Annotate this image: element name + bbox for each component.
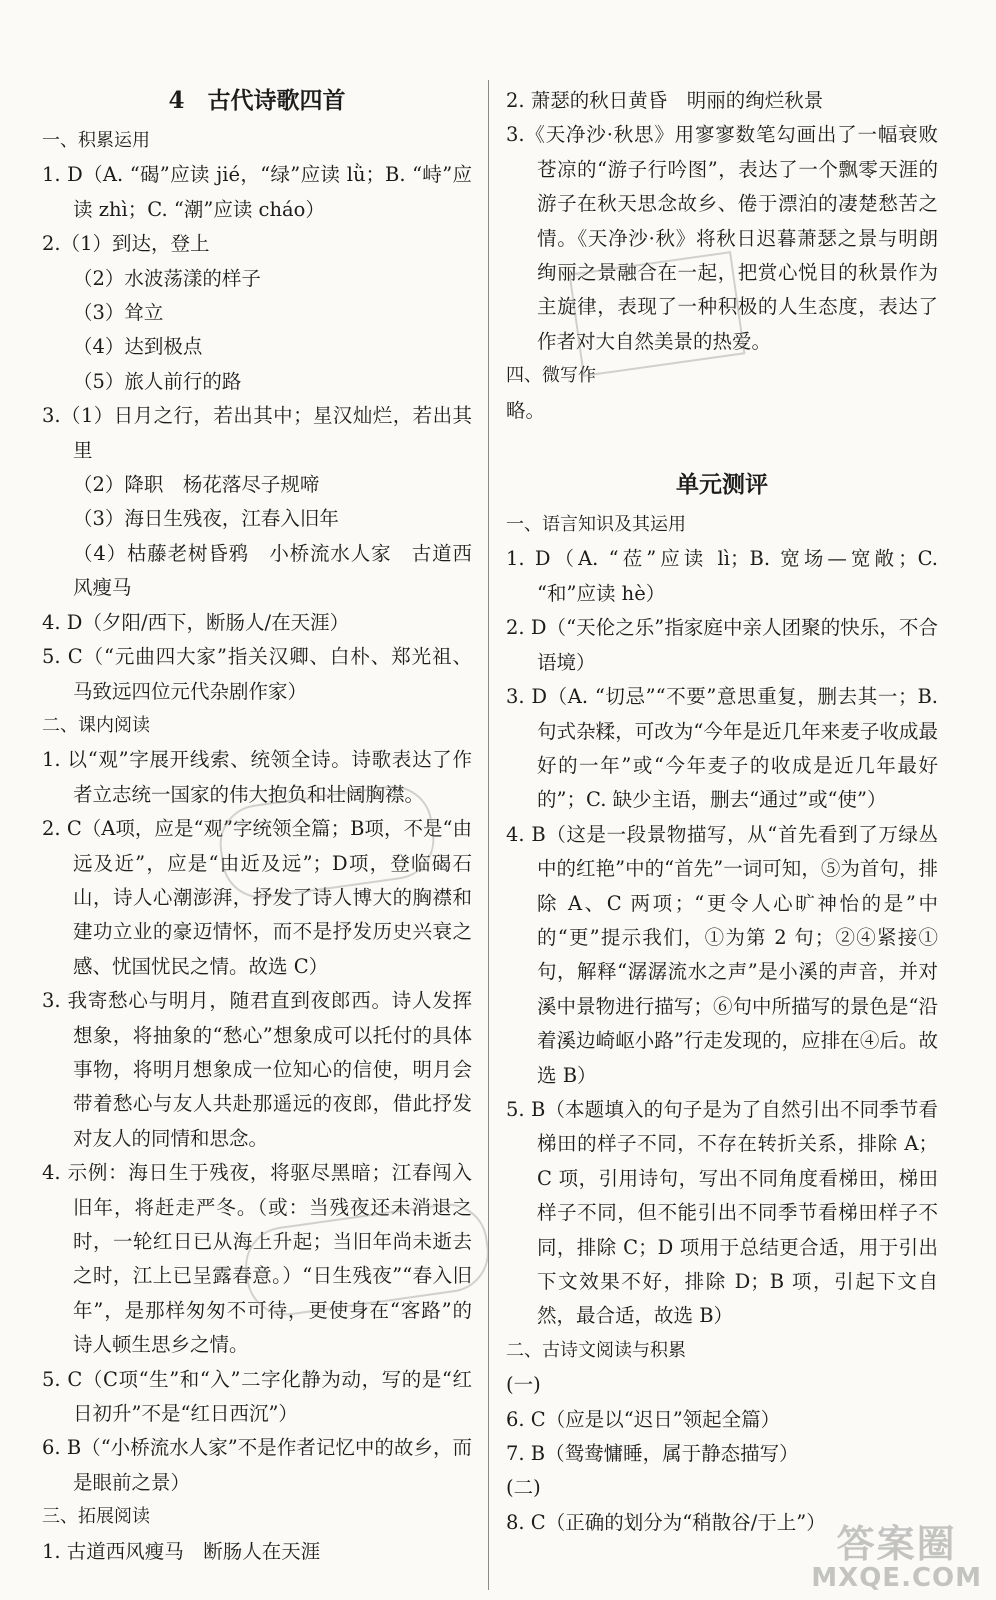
answer-3-3: （3）海日生残夜，江春入旧年 — [73, 507, 339, 531]
unit-answer-8: 8. C（正确的划分为“稍散谷/于上”） — [506, 1510, 826, 1534]
watermark-cn: 答案圈 — [836, 1521, 957, 1566]
unit-answer-3: 3. D（A. “切忌”“不要”意思重复，删去其一；B. 句式杂糅，可改为“今年是近几年来麦子收成最好的一年”或“今年麦子的收成是近几年最好的”；C. 缺少主语，删去“通过”或“使”） — [506, 685, 938, 812]
answer-2-2: （2）水波荡漾的样子 — [73, 266, 261, 290]
answer-1: 1. D（A. “碣”应读 jié，“绿”应读 lǜ；B. “峙”应读 zhì；C. “潮”应读 cháo） — [42, 163, 472, 221]
answer-2-1: 2.（1）到达，登上 — [42, 232, 210, 256]
left-column — [42, 78, 472, 1569]
reading-answer-5: 5. C（C项“生”和“入”二字化静为动，写的是“红日初升”不是“红日西沉”） — [42, 1367, 472, 1426]
unit-answer-6: 6. C（应是以“迟日”领起全篇） — [506, 1407, 781, 1431]
answer-3-4 — [42, 537, 472, 606]
part-marker-2: (二) — [506, 1476, 541, 1500]
section-heading-3: 三、拓展阅读 — [42, 1506, 150, 1528]
unit-answer-1: 1. D（A. “莅”应读 lì；B. 宽场—宽敞；C. “和”应读 hè） — [506, 547, 938, 605]
reading-answer-2: 2. C（A项，应是“观”字统领全篇；B项，不是“由远及近”，应是“由近及远”；D项，登临碣石山，诗人心潮澎湃，抒发了诗人博大的胸襟和建功立业的豪迈情怀，而不是抒发历史兴衰之感、忧国忧民之情。故选 C） — [42, 817, 472, 978]
answer-2-4: （4）达到极点 — [73, 335, 203, 359]
column-divider — [488, 80, 489, 1590]
section-heading-6: 二、古诗文阅读与积累 — [506, 1339, 686, 1361]
unit-answer-7: 7. B（鸳鸯慵睡，属于静态描写） — [506, 1442, 799, 1466]
section-heading-5: 一、语言知识及其运用 — [506, 514, 686, 536]
reading-answer-3: 3. 我寄愁心与明月，随君直到夜郎西。诗人发挥想象，将抽象的“愁心”想象成可以托付的具体事物，将明月想象成一位知心的信使，明月会带着愁心与友人共赴那遥远的夜郎，借此抒发对友人的同情和思念。 — [42, 989, 472, 1150]
lesson-title: 4 古代诗歌四首 — [168, 87, 346, 114]
unit-answer-5: 5. B（本题填入的句子是为了自然引出不同季节看梯田的样子不同，不存在转折关系，排除 A；C 项，引用诗句，写出不同角度看梯田，梯田样子不同，但不能引出不同季节看梯田样子不同，排除 C；D 项用于总结更合适，用于引出下文效果不好，排除 D；B 项，引起下文自然，最合适，故选 B） — [506, 1097, 938, 1328]
answer-2-5: （5）旅人前行的路 — [73, 369, 242, 393]
unit-answer-2: 2. D（“天伦之乐”指家庭中亲人团聚的快乐，不合语境） — [506, 616, 938, 674]
answer-5: 5. C（“元曲四大家”指关汉卿、白朴、郑光祖、马致远四位元代杂剧作家） — [42, 645, 472, 703]
answer-3-4-text: （4）枯藤老树昏鸦 小桥流水人家 古道西风瘦马 — [73, 541, 472, 600]
answer-3-2: （2）降职 杨花落尽子规啼 — [73, 473, 320, 497]
extended-answer-2: 2. 萧瑟的秋日黄昏 明丽的绚烂秋景 — [506, 89, 824, 112]
right-column — [506, 78, 938, 1540]
section-heading-1: 一、积累运用 — [42, 130, 150, 151]
section-heading-4: 四、微写作 — [506, 365, 596, 387]
unit-answer-4: 4. B（这是一段景物描写，从“首先看到了万绿丛中的红艳”中的“首先”一词可知，⑤为首句，排除 A、C 两项；“更令人心旷神怡的是”中的“更”提示我们，①为第 2 句；②④紧接①句，解释“潺潺流水之声”是小溪的声音，并对溪中景物进行描写；⑥句中所描写的景色是“沿着溪边崎岖小路”行走发现的，应排在④后。故选 B） — [506, 822, 938, 1087]
micro-writing-answer: 略。 — [506, 398, 546, 422]
reading-answer-4: 4. 示例：海日生于残夜，将驱尽黑暗；江春闯入旧年，将赶走严冬。（或：当残夜还未消退之时，一轮红日已从海上升起；当旧年尚未逝去之时，江上已呈露春意。）“日生残夜”“春入旧年”，是那样匆匆不可待，更使身在“客路”的诗人顿生思乡之情。 — [42, 1161, 472, 1357]
watermark-en: MXQE.COM — [811, 1562, 982, 1593]
answer-3-1: 3.（1）日月之行，若出其中；星汉灿烂，若出其里 — [42, 404, 472, 462]
unit-test-title: 单元测评 — [676, 471, 768, 499]
site-watermark — [811, 1521, 982, 1593]
answer-4: 4. D（夕阳/西下，断肠人/在天涯） — [42, 610, 350, 634]
extended-answer-1: 1. 古道西风瘦马 断肠人在天涯 — [42, 1539, 321, 1563]
extended-answer-3: 3.《天净沙·秋思》用寥寥数笔勾画出了一幅衰败苍凉的“游子行吟图”，表达了一个飘零天涯的游子在秋天思念故乡、倦于漂泊的凄楚愁苦之情。《天净沙·秋》将秋日迟暮萧瑟之景与明朗绚丽之景融合在一起，把赏心悦目的秋景作为主旋律，表现了一种积极的人生态度，表达了作者对大自然美景的热爱。 — [506, 123, 938, 353]
reading-answer-6: 6. B（“小桥流水人家”不是作者记忆中的故乡，而是眼前之景） — [42, 1436, 472, 1494]
section-heading-2: 二、课内阅读 — [42, 714, 150, 736]
answer-2-3: （3）耸立 — [73, 301, 164, 325]
part-marker-1: (一) — [506, 1373, 541, 1397]
reading-answer-1: 1. 以“观”字展开线索、统领全诗。诗歌表达了作者立志统一国家的伟大抱负和壮阔胸襟。 — [42, 748, 472, 806]
